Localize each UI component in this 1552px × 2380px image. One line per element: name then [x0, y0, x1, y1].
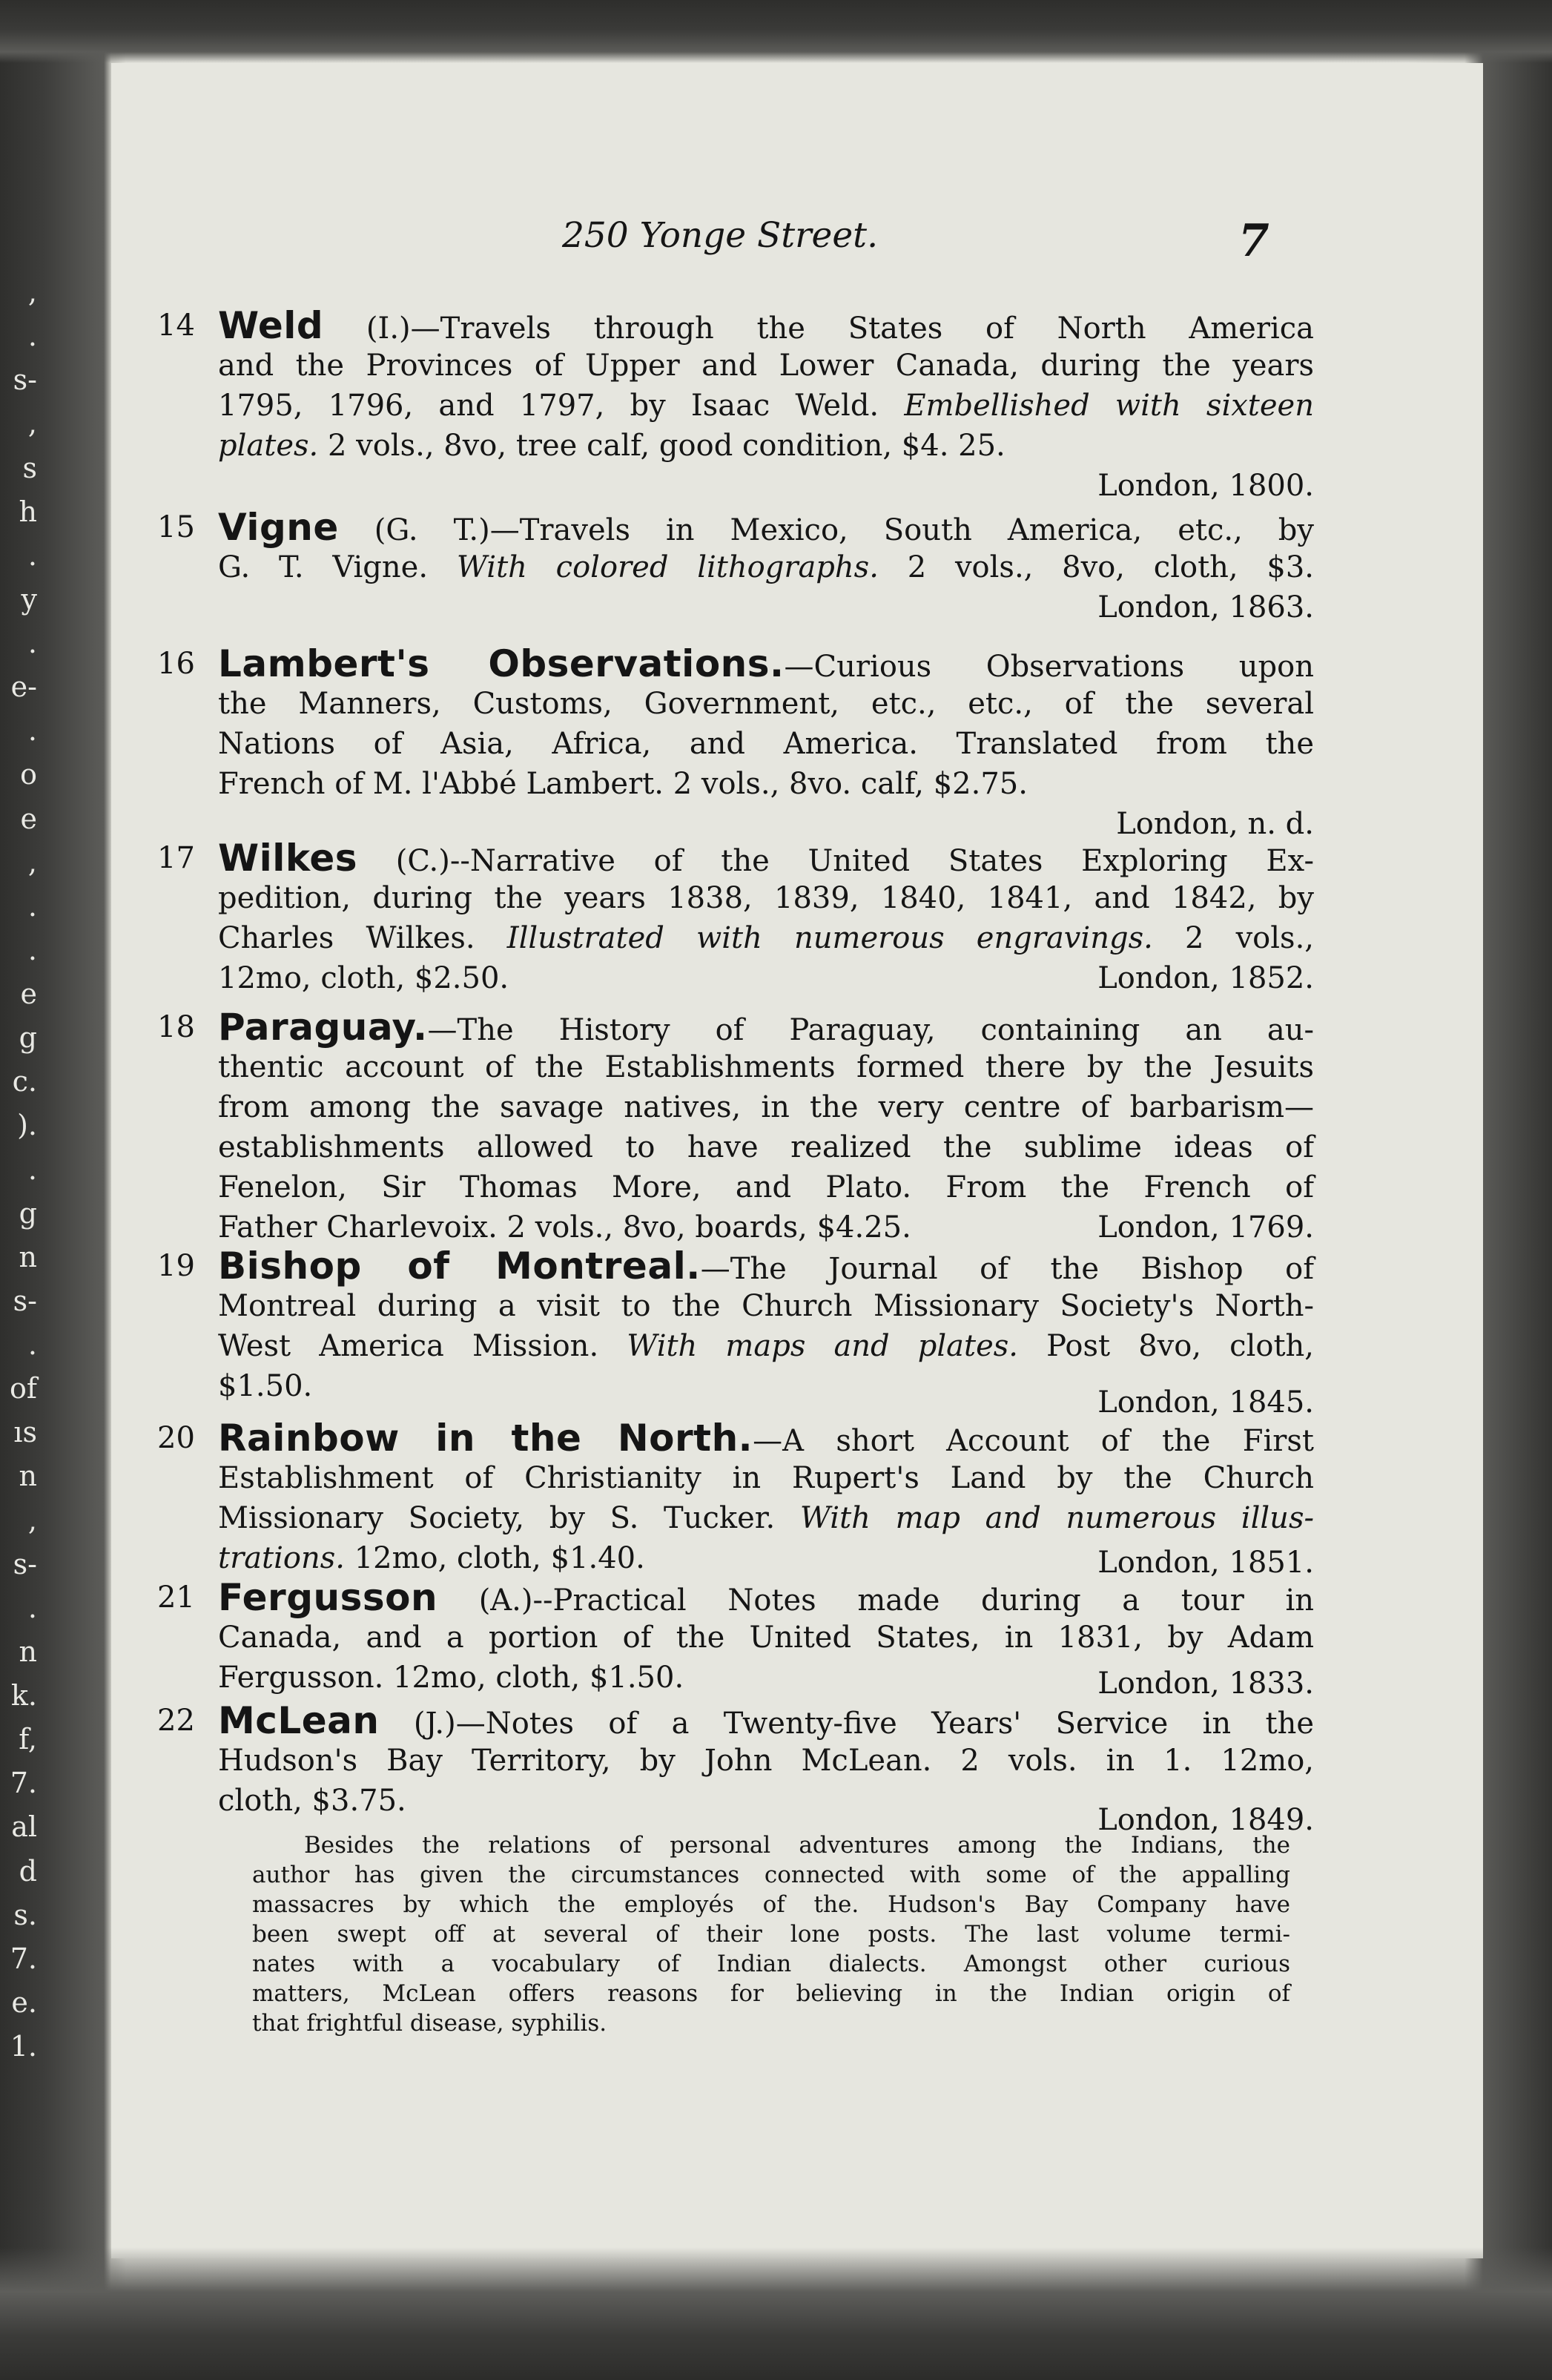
entry-line [218, 1007, 1314, 1047]
entry-text: 12mo, cloth, $1.40. [345, 1541, 645, 1575]
entry-text: $1.50. [218, 1369, 313, 1403]
margin-fragment: , [27, 276, 37, 309]
entry-text: —A short Account of the First [753, 1424, 1314, 1458]
entry-place-date: London, 1851. [1097, 1546, 1314, 1580]
entry-22-note [252, 1830, 1290, 2038]
entry-text: cloth, $3.75. [218, 1784, 406, 1818]
margin-fragment: f, [19, 1723, 37, 1756]
entry-italic: Embellished with sixteen [904, 389, 1314, 423]
entry-text: —The Journal of the Bishop of [700, 1252, 1314, 1286]
entry-title: Paraguay. [218, 1006, 428, 1049]
entry-italic: Illustrated with numerous engravings. [506, 921, 1153, 955]
entry-number: 22 [157, 1704, 195, 1738]
entry-number: 21 [157, 1580, 195, 1615]
margin-fragment: of [10, 1372, 37, 1405]
margin-fragment: k. [10, 1679, 37, 1712]
margin-fragment: n [19, 1460, 37, 1492]
margin-fragment: . [27, 320, 37, 352]
entry-line [218, 1418, 1314, 1458]
margin-fragment: ). [17, 1109, 37, 1141]
entry-place-date: London, 1833. [1097, 1667, 1314, 1701]
entry-line [218, 644, 1314, 684]
entry-line: Canada, and a portion of the United States, in 1831, by Adam [218, 1621, 1314, 1655]
margin-fragment: 7. [10, 1942, 37, 1975]
margin-fragment: . [27, 1153, 37, 1186]
margin-fragment: s. [13, 1899, 37, 1931]
note-line: been swept off at several of their lone posts. The last volume termi- [252, 1921, 1290, 1948]
entry-title: Lambert's Observations. [218, 642, 785, 685]
margin-fragment: h [19, 495, 37, 528]
entry-place-date: London, 1845. [1097, 1385, 1314, 1420]
entry-title: Bishop of Montreal. [218, 1245, 701, 1288]
entry-line [218, 386, 1314, 426]
margin-fragment: . [27, 714, 37, 747]
entry-text: 2 vols., 8vo, cloth, $3. [907, 550, 1315, 584]
entry-number: 16 [157, 647, 195, 681]
entry-line [218, 306, 1314, 346]
entry-text: West America Mission. [218, 1329, 599, 1363]
entry-line: the Manners, Customs, Government, etc., etc., of the several [218, 687, 1314, 721]
margin-fragment: g [19, 1197, 37, 1230]
entry-text: (G. T.)—Travels in Mexico, South America, etc., by [338, 513, 1314, 547]
entry-line: Hudson's Bay Territory, by John McLean. 2 vols. in 1. 12mo, [218, 1744, 1314, 1778]
entry-line: pedition, during the years 1838, 1839, 1840, 1841, and 1842, by [218, 881, 1314, 915]
margin-fragment: y [21, 583, 37, 616]
entry-text: Fergusson. 12mo, cloth, $1.50. [218, 1661, 684, 1695]
entry-text: (C.)--Narrative of the United States Exploring Ex- [357, 844, 1314, 878]
entry-number: 19 [157, 1249, 195, 1283]
note-line: massacres by which the employés of the. Hudson's Bay Company have [252, 1891, 1290, 1918]
margin-fragment: , [27, 1504, 37, 1537]
entry-line: and the Provinces of Upper and Lower Canada, during the years [218, 349, 1314, 383]
entry-number: 18 [157, 1010, 195, 1044]
entry-line: Establishment of Christianity in Rupert's Land by the Church [218, 1461, 1314, 1495]
entry-line [218, 507, 1314, 547]
entry-title: Rainbow in the North. [218, 1417, 753, 1460]
entry-line [218, 1326, 1314, 1366]
entry-place-date: London, 1852. [1097, 961, 1314, 995]
margin-fragment: 7. [10, 1767, 37, 1799]
entry-text: Missionary Society, by S. Tucker. [218, 1501, 776, 1535]
margin-fragment: e. [11, 1986, 37, 2019]
entry-number: 15 [157, 510, 195, 544]
entry-line: Montreal during a visit to the Church Missionary Society's North- [218, 1289, 1314, 1323]
margin-fragment: e [20, 978, 37, 1010]
entry-line: French of M. l'Abbé Lambert. 2 vols., 8vo. calf, $2.75. [218, 767, 1028, 801]
entry-text: 2 vols., 8vo, tree calf, good condition, $4. 25. [318, 429, 1006, 463]
entry-line: Nations of Asia, Africa, and America. Translated from the [218, 727, 1314, 761]
entry-line: establishments allowed to have realized the sublime ideas of [218, 1130, 1314, 1164]
entry-line [218, 1781, 1314, 1837]
entry-text: 2 vols., [1184, 921, 1314, 955]
entry-place-date: London, n. d. [1116, 807, 1314, 841]
entry-number: 14 [157, 309, 195, 343]
entry-line [218, 838, 1314, 878]
entry-text: 1795, 1796, and 1797, by Isaac Weld. [218, 389, 879, 423]
margin-fragment: ıs [13, 1416, 37, 1448]
margin-fragment: n [19, 1635, 37, 1668]
entry-line [218, 426, 1314, 466]
entry-line [218, 547, 1314, 587]
entry-italic: plates. [218, 429, 319, 463]
entry-italic: With colored lithographs. [456, 550, 879, 584]
entry-title: Fergusson [218, 1576, 438, 1619]
entry-line [218, 1578, 1314, 1618]
entry-title: Weld [218, 304, 324, 347]
entry-title: Wilkes [218, 837, 358, 880]
entry-number: 17 [157, 841, 195, 875]
entry-text: (J.)—Notes of a Twenty-five Years' Service in the [379, 1707, 1314, 1741]
entry-line [218, 1366, 1314, 1420]
entry-title: McLean [218, 1699, 380, 1742]
margin-fragment: d [19, 1855, 37, 1888]
margin-fragment: . [27, 539, 37, 572]
entry-number: 20 [157, 1421, 195, 1455]
entry-line [218, 1658, 1314, 1701]
entry-line [218, 1207, 1314, 1247]
margin-fragment: o [20, 758, 37, 791]
margin-fragment: , [27, 846, 37, 879]
entry-line [218, 1498, 1314, 1538]
margin-fragment: g [19, 1021, 37, 1054]
entry-text: Father Charlevoix. 2 vols., 8vo, boards, $4.25. [218, 1210, 911, 1245]
note-line: nates with a vocabulary of Indian dialects. Amongst other curious [252, 1951, 1290, 1977]
entry-italic: With maps and plates. [627, 1329, 1019, 1363]
entry-place-date: London, 1769. [1097, 1210, 1314, 1245]
entry-place-date: London, 1800. [1097, 469, 1314, 503]
note-line: matters, McLean offers reasons for believing in the Indian origin of [252, 1980, 1290, 2007]
page-number: 7 [1238, 215, 1269, 267]
entry-text: 12mo, cloth, $2.50. [218, 961, 509, 995]
entry-line [218, 1701, 1314, 1741]
entry-italic: With map and numerous illus- [799, 1501, 1314, 1535]
entry-line: Fenelon, Sir Thomas More, and Plato. From the French of [218, 1170, 1314, 1204]
margin-fragment: . [27, 934, 37, 966]
entry-text: —Curious Observations upon [784, 650, 1314, 684]
margin-fragment: n [19, 1241, 37, 1273]
entry-text: —The History of Paraguay, containing an au- [427, 1013, 1314, 1047]
entry-text: Charles Wilkes. [218, 921, 475, 955]
entry-line [218, 1538, 1314, 1578]
entry-text: G. T. Vigne. [218, 550, 429, 584]
entry-line: from among the savage natives, in the very centre of barbarism— [218, 1090, 1314, 1124]
entry-line [218, 918, 1314, 958]
entry-text: (I.)—Travels through the States of North America [323, 311, 1314, 346]
margin-fragment: s- [13, 1548, 37, 1580]
note-line: Besides the relations of personal adventures among the Indians, the [304, 1832, 1290, 1859]
running-header-street: 250 Yonge Street. [562, 215, 879, 256]
margin-fragment: c. [12, 1065, 37, 1098]
entry-text: Post 8vo, cloth, [1046, 1329, 1315, 1363]
entry-text: (A.)--Practical Notes made during a tour in [437, 1583, 1314, 1618]
entry-place-date: London, 1863. [1097, 590, 1314, 624]
margin-fragment: 1. [10, 2030, 37, 2063]
entry-line [218, 958, 1314, 998]
margin-fragment: e [20, 802, 37, 835]
entry-title: Vigne [218, 506, 339, 549]
margin-fragment: . [27, 1592, 37, 1624]
margin-fragment: , [27, 407, 37, 440]
note-line: that frightful disease, syphilis. [252, 2010, 607, 2037]
margin-fragment: s- [13, 1285, 37, 1317]
entry-line: thentic account of the Establishments formed there by the Jesuits [218, 1050, 1314, 1084]
entry-place-date: London, 1849. [1097, 1803, 1314, 1837]
entry-line [218, 1246, 1314, 1286]
margin-fragment: e- [10, 670, 37, 703]
note-line: author has given the circumstances connected with some of the appalling [252, 1862, 1290, 1888]
margin-fragment: s- [13, 363, 37, 396]
margin-fragment: . [27, 1328, 37, 1361]
margin-fragment: . [27, 890, 37, 923]
margin-fragment: al [11, 1810, 37, 1843]
entry-italic: trations. [218, 1541, 345, 1575]
margin-fragment: . [27, 627, 37, 659]
margin-fragment: s [22, 452, 37, 484]
